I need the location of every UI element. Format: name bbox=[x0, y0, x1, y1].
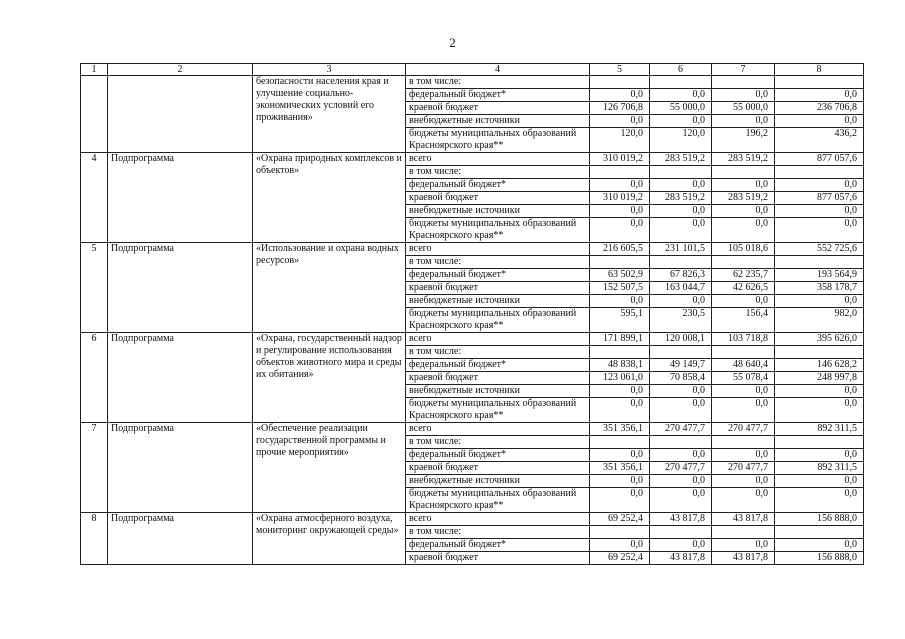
amount-cell: 0,0 bbox=[590, 205, 650, 218]
amount-cell bbox=[775, 526, 864, 539]
subprogram-name: «Охрана природных комплексов и объектов» bbox=[253, 153, 406, 243]
table-row bbox=[81, 423, 864, 436]
amount-cell: 892 311,5 bbox=[775, 423, 864, 436]
amount-cell bbox=[775, 436, 864, 449]
amount-cell: 595,1 bbox=[590, 308, 650, 333]
column-header: 5 bbox=[590, 64, 650, 76]
funding-source-label: бюджеты муниципальных образований Красноярского края** bbox=[406, 398, 590, 423]
amount-cell: 0,0 bbox=[590, 218, 650, 243]
amount-cell bbox=[590, 436, 650, 449]
subprogram-type: Подпрограмма bbox=[108, 153, 253, 243]
column-header: 6 bbox=[650, 64, 712, 76]
page-number: 2 bbox=[449, 35, 456, 50]
amount-cell: 0,0 bbox=[590, 385, 650, 398]
amount-cell: 0,0 bbox=[775, 539, 864, 552]
table-row bbox=[81, 513, 864, 526]
amount-cell: 248 997,8 bbox=[775, 372, 864, 385]
funding-source-label: краевой бюджет bbox=[406, 102, 590, 115]
amount-cell: 0,0 bbox=[650, 89, 712, 102]
funding-source-label: всего bbox=[406, 513, 590, 526]
amount-cell: 0,0 bbox=[590, 539, 650, 552]
funding-source-label: бюджеты муниципальных образований Красноярского края** bbox=[406, 128, 590, 153]
funding-source-label: федеральный бюджет* bbox=[406, 89, 590, 102]
amount-cell bbox=[712, 166, 775, 179]
amount-cell: 48 838,1 bbox=[590, 359, 650, 372]
amount-cell bbox=[712, 346, 775, 359]
subprogram-number: 4 bbox=[81, 153, 108, 243]
amount-cell: 120,0 bbox=[650, 128, 712, 153]
amount-cell: 0,0 bbox=[775, 295, 864, 308]
amount-cell: 283 519,2 bbox=[712, 192, 775, 205]
amount-cell: 0,0 bbox=[590, 115, 650, 128]
funding-source-label: федеральный бюджет* bbox=[406, 449, 590, 462]
funding-source-label: бюджеты муниципальных образований Красноярского края** bbox=[406, 218, 590, 243]
amount-cell: 62 235,7 bbox=[712, 269, 775, 282]
amount-cell: 877 057,6 bbox=[775, 192, 864, 205]
amount-cell: 69 252,4 bbox=[590, 552, 650, 565]
amount-cell: 49 149,7 bbox=[650, 359, 712, 372]
amount-cell: 0,0 bbox=[712, 385, 775, 398]
amount-cell: 0,0 bbox=[712, 205, 775, 218]
amount-cell: 163 044,7 bbox=[650, 282, 712, 295]
amount-cell: 982,0 bbox=[775, 308, 864, 333]
amount-cell: 0,0 bbox=[775, 179, 864, 192]
amount-cell: 0,0 bbox=[775, 205, 864, 218]
amount-cell: 436,2 bbox=[775, 128, 864, 153]
amount-cell: 0,0 bbox=[775, 115, 864, 128]
amount-cell: 283 519,2 bbox=[650, 192, 712, 205]
amount-cell: 0,0 bbox=[650, 218, 712, 243]
amount-cell: 0,0 bbox=[650, 179, 712, 192]
amount-cell: 236 706,8 bbox=[775, 102, 864, 115]
amount-cell: 351 356,1 bbox=[590, 423, 650, 436]
amount-cell: 395 626,0 bbox=[775, 333, 864, 346]
amount-cell bbox=[712, 76, 775, 89]
amount-cell: 0,0 bbox=[775, 488, 864, 513]
amount-cell: 126 706,8 bbox=[590, 102, 650, 115]
amount-cell: 892 311,5 bbox=[775, 462, 864, 475]
amount-cell: 0,0 bbox=[712, 218, 775, 243]
amount-cell: 0,0 bbox=[650, 295, 712, 308]
funding-source-label: краевой бюджет bbox=[406, 372, 590, 385]
subprogram-number: 6 bbox=[81, 333, 108, 423]
funding-source-label: в том числе: bbox=[406, 346, 590, 359]
amount-cell: 0,0 bbox=[650, 115, 712, 128]
amount-cell bbox=[590, 526, 650, 539]
amount-cell: 351 356,1 bbox=[590, 462, 650, 475]
amount-cell: 156 888,0 bbox=[775, 552, 864, 565]
amount-cell bbox=[590, 346, 650, 359]
subprogram-type bbox=[108, 76, 253, 153]
subprogram-number bbox=[81, 76, 108, 153]
column-header: 1 bbox=[81, 64, 108, 76]
amount-cell: 43 817,8 bbox=[712, 513, 775, 526]
amount-cell: 0,0 bbox=[712, 295, 775, 308]
amount-cell: 0,0 bbox=[650, 449, 712, 462]
amount-cell: 283 519,2 bbox=[712, 153, 775, 166]
amount-cell: 230,5 bbox=[650, 308, 712, 333]
amount-cell bbox=[775, 76, 864, 89]
funding-source-label: федеральный бюджет* bbox=[406, 539, 590, 552]
amount-cell: 0,0 bbox=[712, 539, 775, 552]
amount-cell bbox=[650, 436, 712, 449]
amount-cell: 193 564,9 bbox=[775, 269, 864, 282]
amount-cell: 0,0 bbox=[590, 488, 650, 513]
amount-cell: 0,0 bbox=[590, 398, 650, 423]
amount-cell: 0,0 bbox=[775, 398, 864, 423]
amount-cell: 0,0 bbox=[650, 385, 712, 398]
funding-source-label: федеральный бюджет* bbox=[406, 269, 590, 282]
amount-cell: 120 008,1 bbox=[650, 333, 712, 346]
amount-cell bbox=[775, 256, 864, 269]
subprogram-name: «Охрана, государственный надзор и регулирование использования объектов животного мира и среды их обитания» bbox=[253, 333, 406, 423]
subprogram-name: «Охрана атмосферного воздуха, мониторинг окружающей среды» bbox=[253, 513, 406, 565]
amount-cell bbox=[712, 256, 775, 269]
funding-source-label: всего bbox=[406, 243, 590, 256]
funding-source-label: федеральный бюджет* bbox=[406, 359, 590, 372]
amount-cell: 270 477,7 bbox=[650, 462, 712, 475]
amount-cell: 0,0 bbox=[775, 475, 864, 488]
table-row bbox=[81, 243, 864, 256]
amount-cell: 0,0 bbox=[712, 488, 775, 513]
amount-cell: 0,0 bbox=[775, 449, 864, 462]
subprogram-type: Подпрограмма bbox=[108, 423, 253, 513]
funding-source-label: всего bbox=[406, 153, 590, 166]
amount-cell: 120,0 bbox=[590, 128, 650, 153]
amount-cell: 0,0 bbox=[650, 539, 712, 552]
amount-cell: 0,0 bbox=[712, 89, 775, 102]
amount-cell: 67 826,3 bbox=[650, 269, 712, 282]
subprogram-number: 7 bbox=[81, 423, 108, 513]
amount-cell: 0,0 bbox=[650, 205, 712, 218]
column-number-row bbox=[81, 64, 864, 76]
column-header: 7 bbox=[712, 64, 775, 76]
funding-source-label: всего bbox=[406, 423, 590, 436]
amount-cell bbox=[590, 256, 650, 269]
amount-cell: 310 019,2 bbox=[590, 192, 650, 205]
amount-cell bbox=[650, 526, 712, 539]
amount-cell: 43 817,8 bbox=[712, 552, 775, 565]
amount-cell: 0,0 bbox=[712, 115, 775, 128]
amount-cell: 270 477,7 bbox=[650, 423, 712, 436]
table-row bbox=[81, 76, 864, 89]
amount-cell bbox=[775, 346, 864, 359]
amount-cell: 0,0 bbox=[775, 218, 864, 243]
amount-cell: 0,0 bbox=[712, 179, 775, 192]
amount-cell: 69 252,4 bbox=[590, 513, 650, 526]
amount-cell: 196,2 bbox=[712, 128, 775, 153]
amount-cell: 171 899,1 bbox=[590, 333, 650, 346]
amount-cell bbox=[650, 256, 712, 269]
amount-cell: 55 078,4 bbox=[712, 372, 775, 385]
subprogram-type: Подпрограмма bbox=[108, 333, 253, 423]
funding-source-label: внебюджетные источники bbox=[406, 475, 590, 488]
amount-cell: 55 000,0 bbox=[712, 102, 775, 115]
amount-cell: 70 858,4 bbox=[650, 372, 712, 385]
amount-cell bbox=[650, 346, 712, 359]
subprogram-number: 8 bbox=[81, 513, 108, 565]
amount-cell bbox=[775, 166, 864, 179]
amount-cell: 156,4 bbox=[712, 308, 775, 333]
amount-cell: 0,0 bbox=[712, 449, 775, 462]
funding-source-label: в том числе: bbox=[406, 166, 590, 179]
funding-source-label: краевой бюджет bbox=[406, 282, 590, 295]
amount-cell bbox=[650, 76, 712, 89]
subprogram-name: «Использование и охрана водных ресурсов» bbox=[253, 243, 406, 333]
funding-source-label: в том числе: bbox=[406, 76, 590, 89]
column-header: 4 bbox=[406, 64, 590, 76]
amount-cell: 152 507,5 bbox=[590, 282, 650, 295]
amount-cell: 877 057,6 bbox=[775, 153, 864, 166]
amount-cell: 0,0 bbox=[590, 295, 650, 308]
amount-cell: 358 178,7 bbox=[775, 282, 864, 295]
funding-source-label: внебюджетные источники bbox=[406, 205, 590, 218]
amount-cell bbox=[590, 166, 650, 179]
amount-cell: 0,0 bbox=[590, 475, 650, 488]
amount-cell: 0,0 bbox=[650, 488, 712, 513]
column-header: 3 bbox=[253, 64, 406, 76]
amount-cell: 146 628,2 bbox=[775, 359, 864, 372]
subprogram-name: безопасности населения края и улучшение социально-экономических условий его проживания» bbox=[253, 76, 406, 153]
amount-cell: 43 817,8 bbox=[650, 552, 712, 565]
amount-cell: 552 725,6 bbox=[775, 243, 864, 256]
funding-source-label: федеральный бюджет* bbox=[406, 179, 590, 192]
amount-cell: 0,0 bbox=[775, 385, 864, 398]
amount-cell: 0,0 bbox=[590, 449, 650, 462]
amount-cell: 0,0 bbox=[712, 398, 775, 423]
funding-source-label: в том числе: bbox=[406, 256, 590, 269]
amount-cell: 156 888,0 bbox=[775, 513, 864, 526]
column-header: 2 bbox=[108, 64, 253, 76]
amount-cell: 0,0 bbox=[712, 475, 775, 488]
amount-cell: 63 502,9 bbox=[590, 269, 650, 282]
amount-cell: 0,0 bbox=[650, 398, 712, 423]
amount-cell bbox=[712, 436, 775, 449]
amount-cell bbox=[650, 166, 712, 179]
funding-source-label: краевой бюджет bbox=[406, 462, 590, 475]
amount-cell: 0,0 bbox=[775, 89, 864, 102]
subprogram-name: «Обеспечение реализации государственной программы и прочие мероприятия» bbox=[253, 423, 406, 513]
amount-cell: 42 626,5 bbox=[712, 282, 775, 295]
funding-source-label: всего bbox=[406, 333, 590, 346]
amount-cell: 55 000,0 bbox=[650, 102, 712, 115]
amount-cell: 270 477,7 bbox=[712, 423, 775, 436]
funding-source-label: в том числе: bbox=[406, 526, 590, 539]
subprogram-type: Подпрограмма bbox=[108, 243, 253, 333]
amount-cell: 283 519,2 bbox=[650, 153, 712, 166]
amount-cell bbox=[712, 526, 775, 539]
funding-source-label: краевой бюджет bbox=[406, 192, 590, 205]
amount-cell: 216 605,5 bbox=[590, 243, 650, 256]
budget-table bbox=[80, 63, 864, 565]
subprogram-number: 5 bbox=[81, 243, 108, 333]
amount-cell: 123 061,0 bbox=[590, 372, 650, 385]
amount-cell: 0,0 bbox=[650, 475, 712, 488]
funding-source-label: внебюджетные источники bbox=[406, 115, 590, 128]
subprogram-type: Подпрограмма bbox=[108, 513, 253, 565]
amount-cell: 0,0 bbox=[590, 89, 650, 102]
amount-cell bbox=[590, 76, 650, 89]
amount-cell: 103 718,8 bbox=[712, 333, 775, 346]
amount-cell: 310 019,2 bbox=[590, 153, 650, 166]
column-header: 8 bbox=[775, 64, 864, 76]
funding-source-label: внебюджетные источники bbox=[406, 295, 590, 308]
amount-cell: 105 018,6 bbox=[712, 243, 775, 256]
table-row bbox=[81, 153, 864, 166]
amount-cell: 231 101,5 bbox=[650, 243, 712, 256]
funding-source-label: бюджеты муниципальных образований Красноярского края** bbox=[406, 488, 590, 513]
amount-cell: 270 477,7 bbox=[712, 462, 775, 475]
table-row bbox=[81, 333, 864, 346]
funding-source-label: в том числе: bbox=[406, 436, 590, 449]
amount-cell: 0,0 bbox=[590, 179, 650, 192]
funding-source-label: краевой бюджет bbox=[406, 552, 590, 565]
funding-source-label: бюджеты муниципальных образований Красноярского края** bbox=[406, 308, 590, 333]
amount-cell: 48 640,4 bbox=[712, 359, 775, 372]
funding-source-label: внебюджетные источники bbox=[406, 385, 590, 398]
amount-cell: 43 817,8 bbox=[650, 513, 712, 526]
